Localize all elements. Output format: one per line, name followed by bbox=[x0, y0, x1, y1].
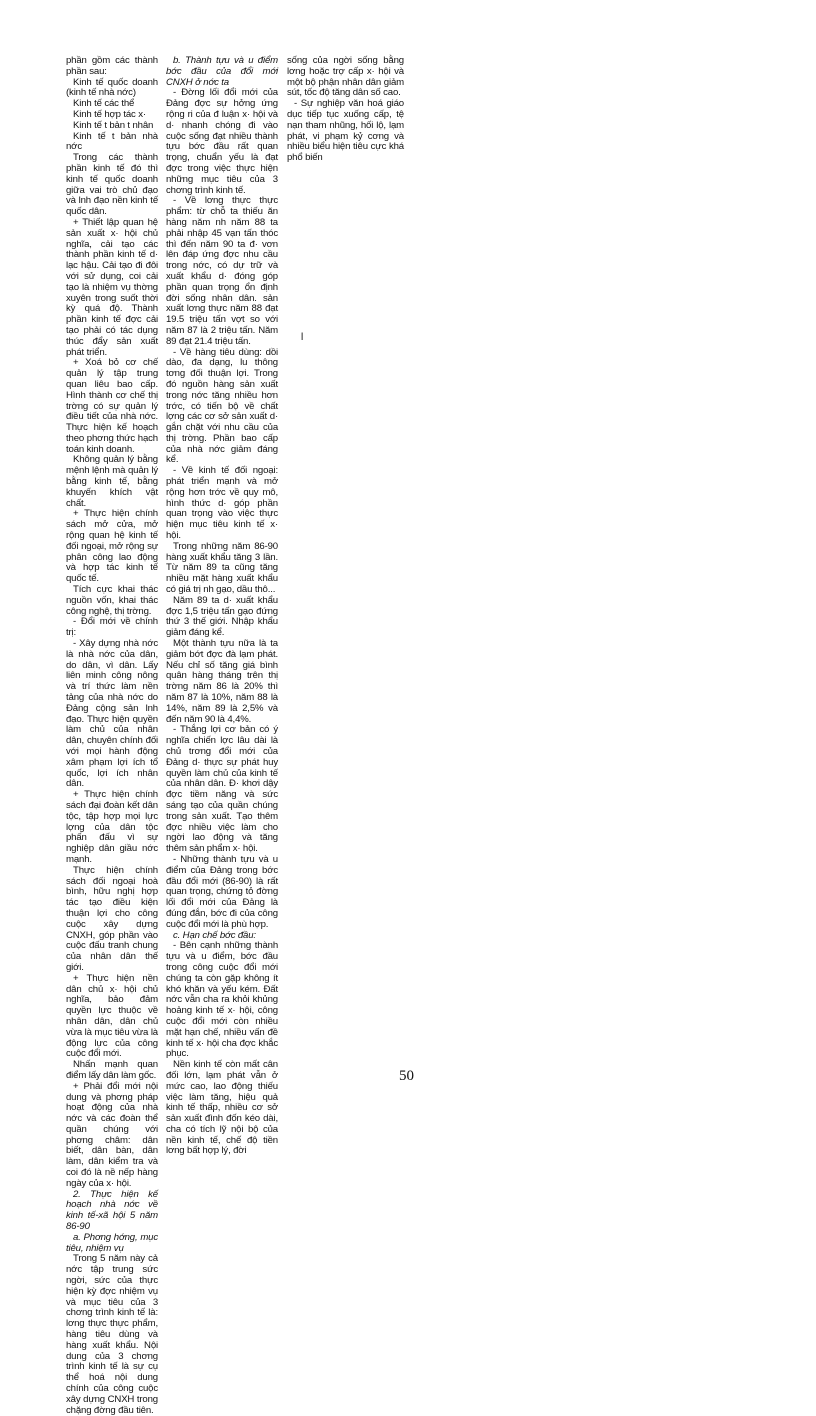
paragraph: - Đổi mới về chính trị: bbox=[66, 616, 158, 639]
paragraph: 2. Thực hiện kế hoạch nhà nớc về kinh tế-xã hội 5 năm 86-90 bbox=[66, 1188, 158, 1233]
paragraph: Một thành tựu nữa là ta giảm bớt đợc đà lạm phát. Nếu chỉ số tăng giá bình quân hàng tháng trên thị trờng năm 86 là 20% thì năm 87 là 10%, năm 88 là 14%, năm 89 là 2,5% và đến năm 90 là 4,4%. bbox=[166, 638, 278, 725]
paragraph: - Đờng lối đổi mới của Đảng đợc sự hởng ứng rộng ri của đ luận x· hội và d· nhanh chóng đi vào cuộc sống đạt nhiều thành tựu bớc đầu rất quan trọng, chuẩn yếu là đạt đợc trong việc thực hiện những mục tiêu của 3 chơng trình kinh tế. bbox=[166, 87, 278, 196]
paragraph: - Thắng lợi cơ bản có ý nghĩa chiến lợc lâu dài là chủ trơng đổi mới của Đảng d· thực sự phát huy quyền làm chủ của kinh tế của nhân dân. Đ· khơi dậy đợc tiềm năng và sức sáng tạo của quần chúng trong sản xuất. Tạo thêm đợc nhiều việc làm cho ngời lao động và tăng thêm sản phẩm x· hội. bbox=[166, 724, 278, 855]
paragraph: Kinh tế các thể bbox=[73, 98, 135, 110]
paragraph: sống của ngời sống bằng lơng hoặc trợ cấp x· hội và một bộ phận nhân dân giảm sút, tốc độ tăng dân số cao. bbox=[287, 55, 404, 99]
text-column-2 bbox=[166, 56, 278, 1157]
paragraph: Trong những năm 86-90 hàng xuất khẩu tăng 3 lần. Từ năm 89 ta cũng tăng nhiều mặt hàng xuất khẩu có giá trị nh gạo, dầu thô... bbox=[166, 540, 278, 596]
paragraph: + Thiết lập quan hệ sản xuất x· hội chủ nghĩa, cải tạo các thành phần kinh tế d· lạc hậu. Cải tạo đi đôi với sử dụng, coi cải tạo là nhiệm vụ thờng xuyên trong suốt thời kỳ quá độ. Thành phần kinh tế đợc cải tạo phải có tác dụng thúc đẩy sản xuất phát triển. bbox=[66, 216, 158, 358]
paragraph: phần gồm các thành phần sau: bbox=[66, 55, 158, 77]
paragraph: + Thực hiện chính sách đại đoàn kết dân tộc, tập hợp mọi lực lợng của dân tộc phấn đấu vì sự nghiệp dân giầu nớc mạnh. bbox=[66, 789, 158, 865]
paragraph: Kinh tế t bản t nhân bbox=[73, 119, 154, 131]
paragraph: + Thực hiện nền dân chủ x· hội chủ nghĩa, bảo đảm quyền lực thuộc về nhân dân, dân chủ vừa là mục tiêu vừa là động lực của công cuộc đổi mới. bbox=[66, 972, 158, 1060]
paragraph: Trong 5 năm này cả nớc tập trung sức ngời, sức của thực hiện kỳ đợc nhiệm vụ và mục tiêu của 3 chơng trình kinh tế là: lơng thực thực phẩm, hàng tiêu dùng và hàng xuất khẩu. Nội dung của 3 chơng trình kinh tế là sự cụ thể hoá nội dung chính của công cuộc xây dựng CNXH trong chặng đờng đầu tiên. bbox=[66, 1253, 158, 1416]
paragraph: b. Thành tựu và u điểm bớc đầu của đổi mới CNXH ở nớc ta bbox=[166, 55, 278, 88]
paragraph: Nhấn mạnh quan điểm lấy dân làm gốc. bbox=[66, 1059, 158, 1081]
paragraph: - Xây dựng nhà nớc là nhà nớc của dân, do dân, vì dân. Lấy liên minh công nông và trí thức làm nền tảng của nhà nớc do Đảng cộng sản lnh đạo. Thực hiện quyền làm chủ của nhân dân, chuyên chính đối với mọi hành động xâm phạm lợi ích tổ quốc, lợi ích nhân dân. bbox=[66, 638, 158, 790]
paragraph: - Những thành tựu và u điểm của Đảng trong bớc đầu đổi mới (86-90) là rất quan trọng, chứng tỏ đờng lối đổi mới của Đảng là đúng đắn, bớc đi của công cuộc đổi mới là phù hợp. bbox=[166, 853, 278, 930]
paragraph: + Xoá bỏ cơ chế quản lý tập trung quan liêu bao cấp. Hình thành cơ chế thị trờng có sự quản lý điều tiết của nhà nớc. Thực hiện kế hoạch theo phơng thức hạch toán kinh doanh. bbox=[66, 357, 158, 455]
paragraph: Kinh tế t bản nhà nớc bbox=[66, 130, 158, 153]
stray-mark: l bbox=[301, 332, 304, 343]
paragraph: Nền kinh tế còn mất cân đối lớn, lạm phát vẫn ở mức cao, lao động thiếu việc làm tăng, hiệu quả kinh tế thấp, nhiều cơ sở sản xuất đình đốn kéo dài, cha có tích lỹ nội bộ của nền kinh tế, chế độ tiền lơng bất hợp lý, đời bbox=[166, 1059, 278, 1157]
paragraph: - Bên cạnh những thành tựu và u điểm, bớc đầu trong công cuộc đổi mới chúng ta còn gặp không ít khó khăn và yếu kém. Đất nớc vẫn cha ra khỏi khủng hoảng kinh tế x· hội, công cuộc đổi mới còn nhiều mặt hạn chế, nhiều vấn đề kinh tế x· hội cha đợc khắc phục. bbox=[166, 940, 278, 1060]
paragraph: c. Hạn chế bớc đầu: bbox=[173, 929, 256, 941]
paragraph: - Sự nghiệp văn hoá giáo dục tiếp tục xuống cấp, tệ nạn tham nhũng, hối lộ, lạm phát, vi phạm kỷ cơng và nhiều biểu hiện tiêu cực khá phổ biến bbox=[287, 98, 404, 164]
paragraph: + Phải đổi mới nội dung và phơng pháp hoạt động của nhà nớc và các đoàn thể quần chúng với phơng châm: dân biết, dân bàn, dân làm, dân kiểm tra và coi đó là nề nếp hàng ngày của x· hội. bbox=[66, 1080, 158, 1189]
paragraph: a. Phơng hớng, mục tiêu, nhiệm vụ bbox=[66, 1231, 158, 1254]
paragraph: + Thực hiện chính sách mở cửa, mở rộng quan hệ kinh tế đối ngoại, mở rộng sự phân công lao động và hợp tác kinh tế quốc tế. bbox=[66, 508, 158, 585]
paragraph: Trong các thành phần kinh tế đó thì kinh tế quốc doanh giữa vai trò chủ đạo và lnh đạo nền kinh tế quốc dân. bbox=[66, 152, 158, 218]
paragraph: Không quản lý bằng mệnh lệnh mà quản lý bằng kinh tế, bằng khuyến khích vật chất. bbox=[66, 454, 158, 509]
paragraph: Kinh tế quốc doanh (kinh tế nhà nớc) bbox=[66, 76, 158, 99]
paragraph: - Về hàng tiêu dùng: dồi dào, đa dạng, lu thông tơng đối thuận lợi. Trong đó nguồn hàng sản xuất trong nớc tăng nhiều hơn trớc, có tiến bộ về chất lợng các cơ sở sản xuất d· gắn chặt với nhu cầu của thị trờng. Phần bao cấp của nhà nớc giảm đáng kể. bbox=[166, 346, 278, 466]
text-column-3 bbox=[287, 56, 404, 164]
paragraph: - Về lơng thực thực phẩm: từ chỗ ta thiếu ăn hàng năm nh năm 88 ta phải nhập 45 vạn tấn thóc thì đến năm 90 ta đ· vơn lên đáp ứng đợc nhu cầu trong nớc, có dự trữ và xuất khẩu d· đóng góp phần quan trọng ổn định đời sống nhân dân. sản xuất lơng thực năm 88 đạt 19.5 triệu tấn vợt so với năm 87 là 2 triệu tấn. Năm 89 đạt 21.4 triệu tấn. bbox=[166, 195, 278, 347]
paragraph: Kinh tế hợp tác x· bbox=[73, 108, 146, 120]
paragraph: Thực hiện chính sách đối ngoại hoà bình, hữu nghị hợp tác tạo điều kiện thuận lợi cho công cuộc xây dựng CNXH, góp phần vào cuộc đấu tranh chung của nhân dân thế giới. bbox=[66, 864, 158, 973]
paragraph: - Về kinh tế đối ngoại: phát triển mạnh và mở rộng hơn trớc về quy mô, hình thức d· góp phần quan trọng vào việc thực hiện mục tiêu kinh tế x· hội. bbox=[166, 465, 278, 542]
paragraph: Năm 89 ta d· xuất khẩu đợc 1,5 triệu tấn gạo đứng thứ 3 thế giới. Nhập khẩu giảm đáng kể. bbox=[166, 594, 278, 639]
page-number: 50 bbox=[399, 1068, 414, 1084]
text-column-1 bbox=[66, 56, 158, 1416]
paragraph: Tích cực khai thác nguồn vốn, khai thác công nghệ, thị trờng. bbox=[66, 584, 158, 617]
